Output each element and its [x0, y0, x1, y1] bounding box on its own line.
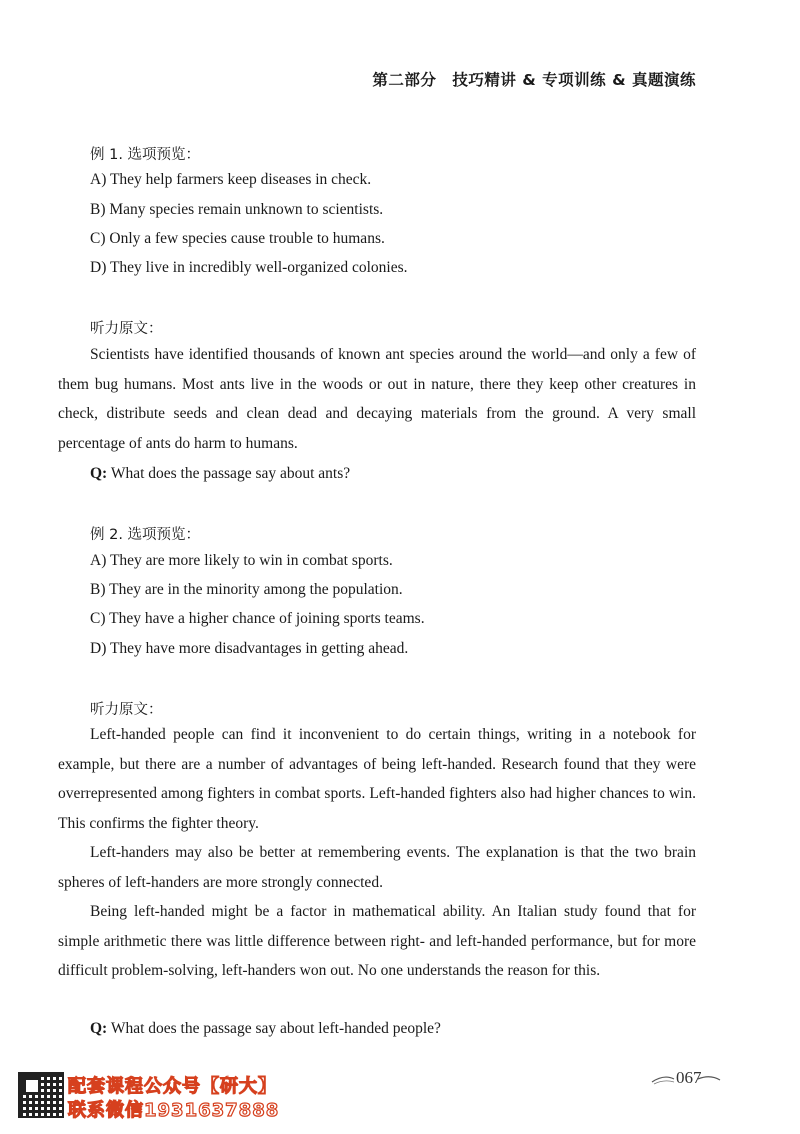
example2-paragraph-2: Left-handers may also be better at remembering events. The explanation is that the two brain spheres of left-handers are more strongly connected. — [58, 844, 696, 891]
example2-label: 例 2. 选项预览： — [90, 527, 201, 543]
qr-code-icon — [18, 1072, 64, 1118]
example1-option-b: B) Many species remain unknown to scientists. — [90, 201, 384, 218]
example2-option-d: D) They have more disadvantages in getting ahead. — [90, 640, 409, 657]
page-header: 第二部分 技巧精讲 & 专项训练 & 真题演练 — [372, 71, 696, 89]
promo-line-2: 联系微信1931637888 — [68, 1100, 280, 1121]
example2-transcript-label: 听力原文： — [90, 702, 163, 718]
promo-badge — [18, 1072, 308, 1120]
example2-option-a: A) They are more likely to win in combat sports. — [90, 552, 393, 569]
question-text: What does the passage say about left-handed people? — [110, 1020, 441, 1037]
example2-option-c: C) They have a higher chance of joining sports teams. — [90, 610, 425, 627]
example2-paragraph-1: Left-handed people can find it inconvenient to do certain things, writing in a notebook for example, but there are a number of advantages of being left-handed. Research found that they were overrepresented among fighters in combat sports. Left-handed fighters also had higher chances to win. This confirms the fighter theory. — [58, 726, 696, 832]
example2-option-b: B) They are in the minority among the population. — [90, 581, 403, 598]
example1-option-a: A) They help farmers keep diseases in check. — [90, 171, 372, 188]
example1-transcript-label: 听力原文： — [90, 321, 163, 337]
page-number-ornament — [650, 1068, 722, 1092]
example2-question — [90, 1020, 441, 1038]
example1-option-c: C) Only a few species cause trouble to humans. — [90, 230, 385, 247]
example1-question — [90, 465, 350, 483]
example1-transcript: Scientists have identified thousands of known ant species around the world—and only a few of them bug humans. Most ants live in the woods or out in nature, there they keep other creatures in check, distribute seeds and clean dead and decaying materials from the ground. A very small percentage of ants do harm to humans. — [58, 346, 696, 452]
example2-paragraph-3: Being left-handed might be a factor in mathematical ability. An Italian study found that for simple arithmetic there was little difference between right- and left-handed performance, but for more difficult problem-solving, left-handers won out. No one understands the reason for this. — [58, 903, 696, 979]
question-prefix: Q: — [90, 1020, 108, 1037]
question-text: What does the passage say about ants? — [110, 465, 351, 482]
page-number: 067 — [676, 1068, 702, 1087]
promo-line-1: 配套课程公众号【研大】 — [68, 1076, 277, 1097]
example1-label: 例 1. 选项预览： — [90, 147, 201, 163]
example1-option-d: D) They live in incredibly well-organized colonies. — [90, 259, 408, 276]
question-prefix: Q: — [90, 465, 108, 482]
